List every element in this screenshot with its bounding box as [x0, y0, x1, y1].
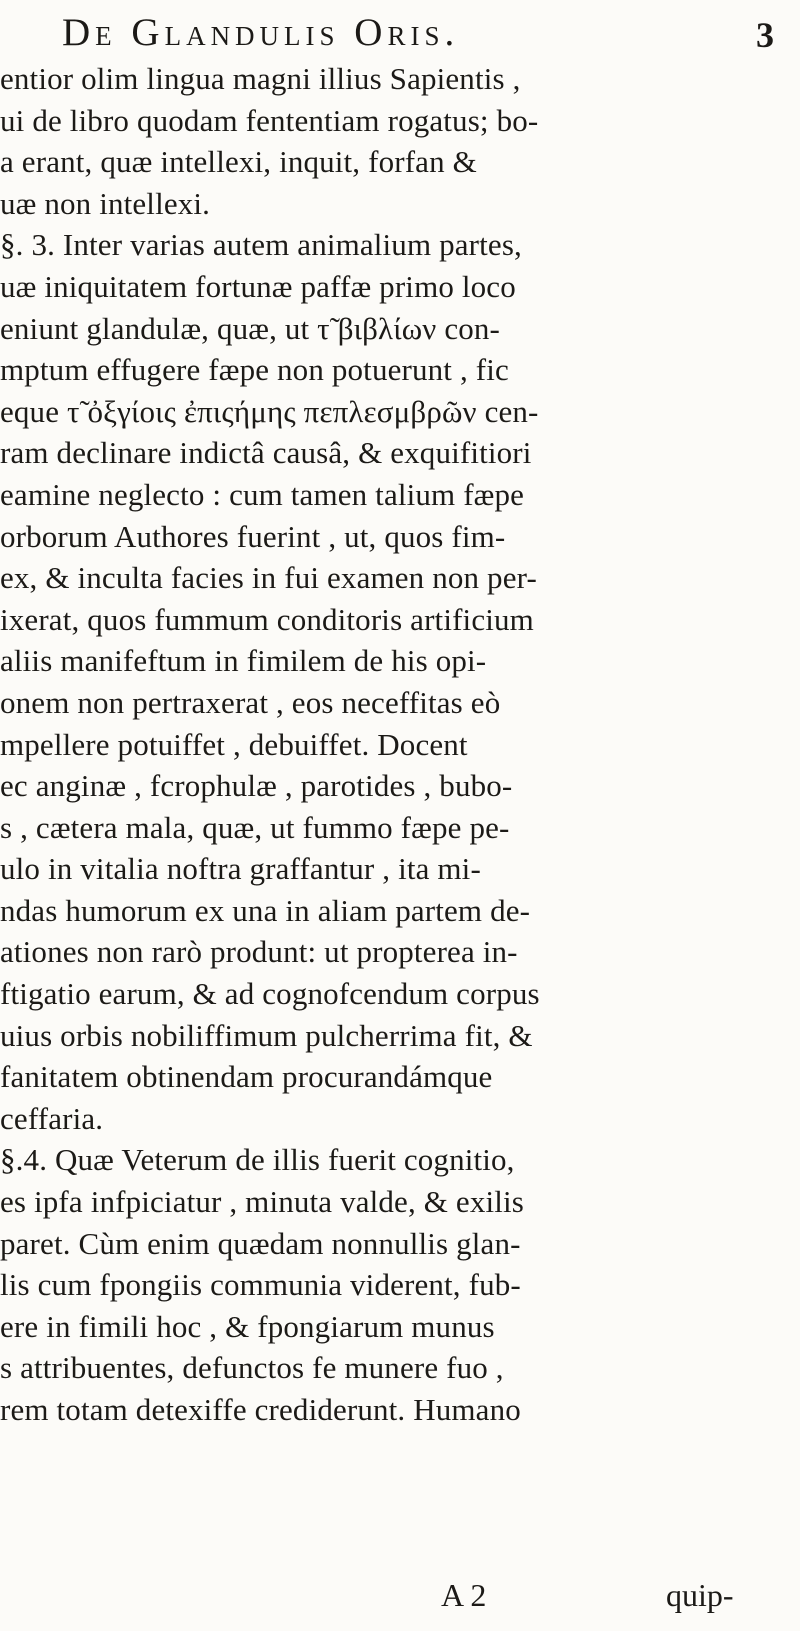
text-line: ec anginæ , fcrophulæ , parotides , bubo- [0, 768, 513, 804]
text-line: aliis manifeftum in fimilem de his opi- [0, 643, 487, 679]
text-line: ftigatio earum, & ad cognofcendum corpus [0, 976, 540, 1012]
text-line: ndas humorum ex una in aliam partem de- [0, 892, 531, 928]
text-line: entior olim lingua magni illius Sapientis , [0, 61, 521, 96]
text-line: §. 3. Inter varias autem animalium partes, [0, 227, 522, 263]
body-text [0, 58, 792, 1431]
text-line: uius orbis nobiliffimum pulcherrima fit, & [0, 1017, 533, 1053]
text-line: mptum effugere fæpe non potuerunt , fic [0, 352, 509, 388]
text-line: ixerat, quos fummum conditoris artificium [0, 601, 534, 637]
text-line: ram declinare indictâ causâ, & exquifitiori [0, 435, 532, 471]
text-line: eamine neglecto : cum tamen talium fæpe [0, 476, 525, 512]
text-line: a erant, quæ intellexi, inquit, forfan & [0, 144, 477, 180]
running-title: De Glandulis Oris. [62, 11, 460, 54]
text-line: ceffaria. [0, 1100, 104, 1136]
running-head [62, 10, 776, 56]
text-line: ere in fimili hoc , & fpongiarum munus [0, 1308, 495, 1344]
text-line: s attribuentes, defunctos fe munere fuo , [0, 1350, 504, 1386]
text-line: s , cætera mala, quæ, ut fummo fæpe pe- [0, 809, 510, 845]
text-line: fanitatem obtinendam procurandámque [0, 1059, 493, 1095]
text-line: ui de libro quodam fententiam rogatus; bo- [0, 102, 539, 138]
signature-line [0, 1577, 800, 1621]
text-line: paret. Cùm enim quædam nonnullis glan- [0, 1225, 521, 1261]
text-line: eniunt glandulæ, quæ, ut τ̃ βιβλίων con- [0, 310, 501, 346]
text-line: onem non pertraxerat , eos neceffitas eò [0, 684, 501, 720]
text-line: ex, & inculta facies in fui examen non per- [0, 560, 537, 596]
text-line: ulo in vitalia noftra graffantur , ita mi- [0, 851, 481, 887]
text-line: uæ iniquitatem fortunæ paffæ primo loco [0, 268, 516, 304]
text-line: uæ non intellexi. [0, 185, 211, 221]
text-line: mpellere potuiffet , debuiffet. Docent [0, 726, 468, 762]
text-line: lis cum fpongiis communia viderent, fub- [0, 1267, 521, 1303]
text-line: eque τ̃ ὀξγίοις ἐπιςήμης πεπλεσμβρῶν cen- [0, 393, 539, 429]
text-line: §.4. Quæ Veterum de illis fuerit cognitio, [0, 1142, 515, 1178]
signature-mark: A 2 [441, 1577, 487, 1613]
text-line: ationes non rarò produnt: ut propterea in- [0, 934, 518, 970]
catchword: quip- [666, 1577, 734, 1613]
text-line: es ipfa infpiciatur , minuta valde, & exilis [0, 1184, 524, 1220]
text-line: orborum Authores fuerint , ut, quos fim- [0, 518, 506, 554]
page-number: 3 [756, 15, 774, 55]
text-line: rem totam detexiffe crediderunt. Humano [0, 1392, 521, 1427]
